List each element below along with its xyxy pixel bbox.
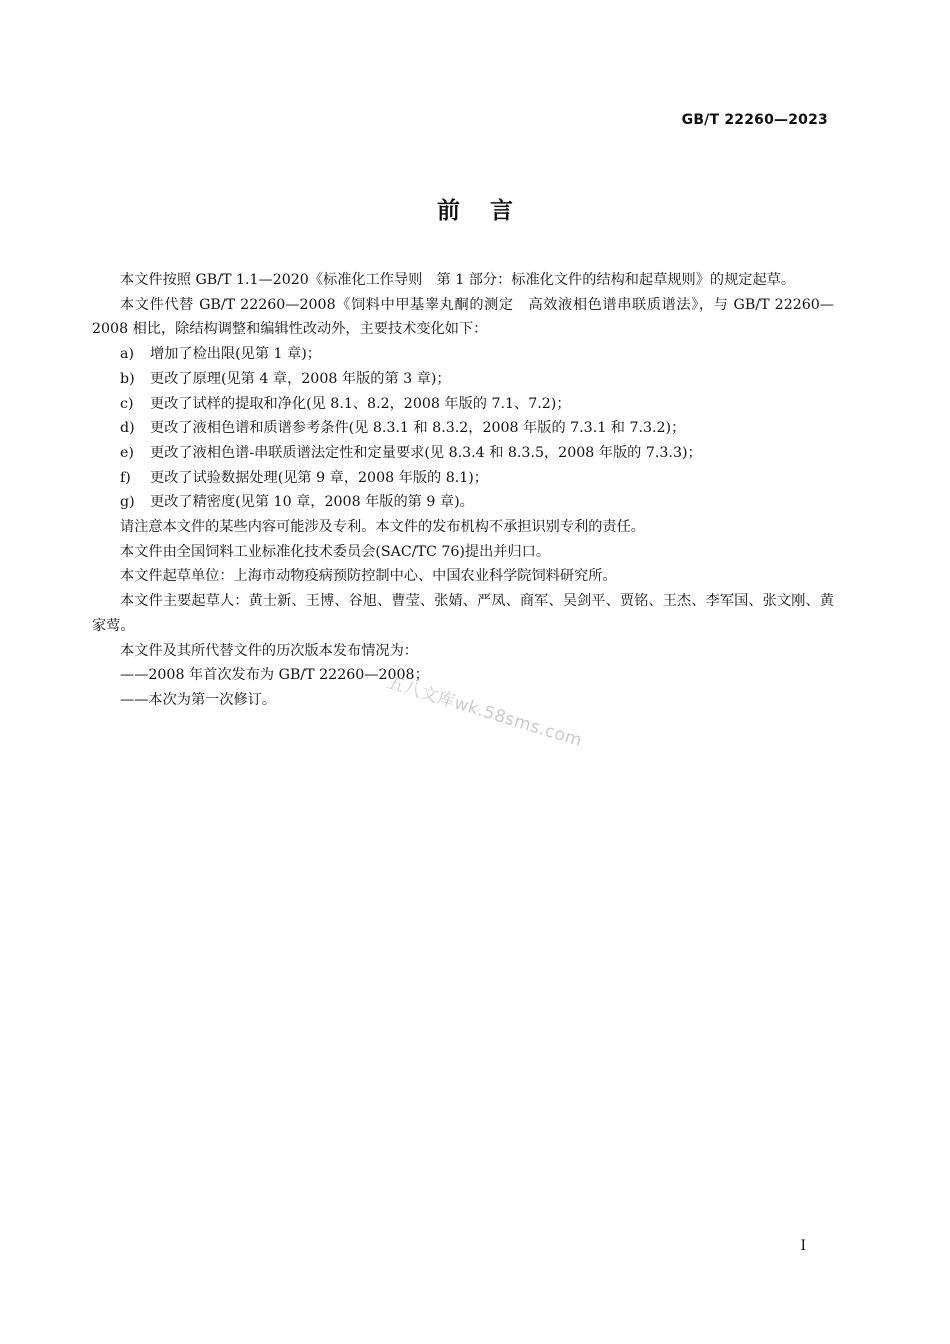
changes-list [92,342,834,515]
list-marker: c) [120,395,134,412]
list-item [92,441,834,466]
list-item-text: 更改了液相色谱和质谱参考条件(见 8.3.1 和 8.3.2，2008 年版的 7.3.1 和 7.3.2)； [150,420,686,437]
list-marker: g) [120,494,135,511]
list-marker: b) [120,370,135,387]
list-item-text: 更改了试样的提取和净化(见 8.1、8.2，2008 年版的 7.1、7.2)； [150,395,571,412]
list-item [92,490,834,515]
paragraph-drafters: 本文件主要起草人：黄士新、王博、谷旭、曹莹、张婧、严凤、商军、吴剑平、贾铭、王杰、李军国、张文刚、黄家莺。 [92,593,834,634]
list-item [92,367,834,392]
list-marker: e) [120,444,134,461]
list-item-text: 增加了检出限(见第 1 章)； [150,346,321,363]
list-item [92,392,834,417]
preface-body [92,268,834,713]
paragraph-committee: 本文件由全国饲料工业标准化技术委员会(SAC/TC 76)提出并归口。 [120,543,551,560]
paragraph-replaces: 本文件代替 GB/T 22260—2008《饲料中甲基睾丸酮的测定 高效液相色谱串联质谱法》，与 GB/T 22260—2008 相比，除结构调整和编辑性改动外，主要技术变化如下： [92,296,834,338]
list-marker: f) [120,469,131,486]
history-item: ——本次为第一次修订。 [120,691,277,708]
history-item: ——2008 年首次发布为 GB/T 22260—2008； [120,667,429,684]
list-item-text: 更改了试验数据处理(见第 9 章，2008 年版的 8.1)； [150,469,488,486]
list-item-text: 更改了原理(见第 4 章，2008 年版的第 3 章)； [150,370,451,387]
paragraph-history-intro: 本文件及其所代替文件的历次版本发布情况为： [120,642,418,659]
list-item-text: 更改了液相色谱-串联质谱法定性和定量要求(见 8.3.4 和 8.3.5，2008 年版的 7.3.3)； [150,444,702,461]
paragraph-drafting-units: 本文件起草单位：上海市动物疫病预防控制中心、中国农业科学院饲料研究所。 [120,568,617,585]
list-item [92,342,834,367]
list-item-text: 更改了精密度(见第 10 章，2008 年版的第 9 章)。 [150,494,474,511]
watermark: 五八文库wk.58sms.com [384,672,585,752]
paragraph-patent-notice: 请注意本文件的某些内容可能涉及专利。本文件的发布机构不承担识别专利的责任。 [120,519,645,536]
page-number: I [800,1238,806,1254]
list-marker: d) [120,420,135,437]
standard-code: GB/T 22260—2023 [681,112,828,128]
list-marker: a) [120,346,134,363]
paragraph-drafting-rules: 本文件按照 GB/T 1.1—2020《标准化工作导则 第 1 部分：标准化文件的结构和起草规则》的规定起草。 [120,272,796,288]
page-title: 前言 [437,198,543,224]
list-item [92,466,834,491]
list-item [92,416,834,441]
